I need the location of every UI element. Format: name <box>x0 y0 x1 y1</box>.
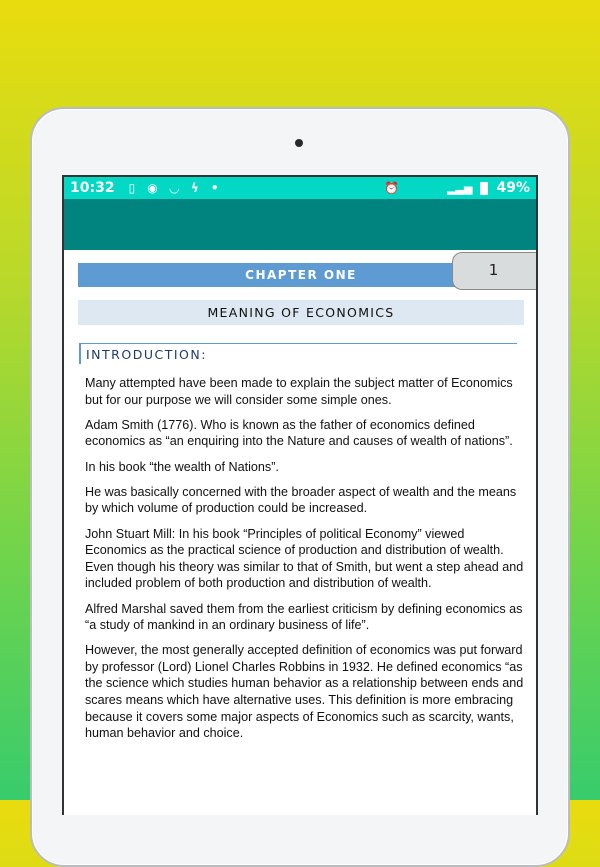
screen <box>62 175 538 815</box>
paragraph: Many attempted have been made to explain the subject matter of Economics but for our purpose we will consider some simple ones. <box>85 376 513 407</box>
camera-icon <box>295 139 303 147</box>
body-text <box>85 375 525 750</box>
page-title: MEANING OF ECONOMICS <box>78 300 524 325</box>
paragraph: John Stuart Mill: In his book “Principles of political Economy” viewed Economics as the practical science of production and distribution of wealth. Even though his theory was similar to that of Smith, but went a step ahead and included problem of both production and distribution of wealth. <box>85 526 524 591</box>
status-bar <box>64 177 536 199</box>
screencast-icon: ▯ <box>128 181 136 195</box>
dot-icon: • <box>210 181 219 195</box>
paragraph: He was basically concerned with the broader aspect of wealth and the means by which volume of production could be increased. <box>85 484 517 516</box>
alarm-icon: ⏰ <box>384 181 400 195</box>
app-bar <box>64 199 536 250</box>
paragraph: Adam Smith (1776). Who is known as the father of economics defined economics as “an enquiring into the Nature and causes of wealth of nations”. <box>85 417 513 449</box>
signal-icon: ▂▃▅ <box>447 181 473 195</box>
flash-icon: ϟ <box>190 181 199 195</box>
paragraph: In his book “the wealth of Nations”. <box>85 459 279 474</box>
app-notification-icon: ◡ <box>169 181 179 195</box>
hotspot-icon: ◉ <box>147 181 158 195</box>
status-time: 10:32 <box>70 180 115 196</box>
battery-level: 49% <box>496 180 530 196</box>
paragraph: Alfred Marshal saved them from the earliest criticism by defining economics as “a study of mankind in an ordinary business of life”. <box>85 601 523 633</box>
chapter-heading: CHAPTER ONE <box>78 263 524 287</box>
battery-icon <box>480 182 488 195</box>
page-number-tab[interactable]: 1 <box>452 252 538 290</box>
paragraph: However, the most generally accepted definition of economics was put forward by professor (Lord) Lionel Charles Robbins in 1932. He defined economics “as the science which studies human behavior as a relationship between ends and scares means which have alternative uses. This definition is more embracing because it covers some major aspects of Economics such as scarcity, wants, human behavior and choice. <box>85 643 524 741</box>
section-heading: INTRODUCTION: <box>79 343 517 364</box>
